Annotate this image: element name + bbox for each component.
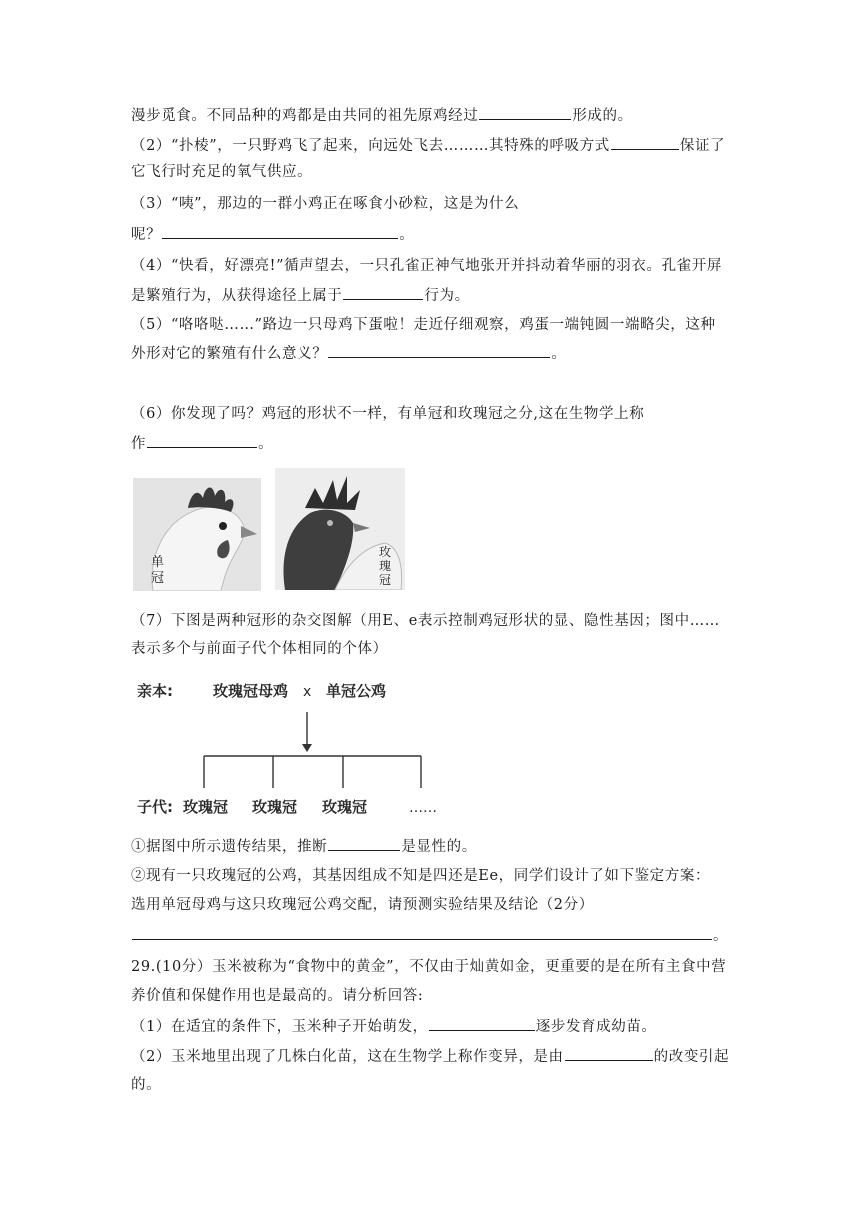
q3-text-before: 呢？ bbox=[131, 227, 162, 243]
q6-line1: （6）你发现了吗？鸡冠的形状不一样，有单冠和玫瑰冠之分,这在生物学上称 bbox=[131, 406, 645, 422]
rose-comb-rooster-image bbox=[275, 468, 405, 590]
q29-1-text-before: （1）在适宜的条件下，玉米种子开始萌发， bbox=[131, 1019, 428, 1035]
q6-text-before: 作 bbox=[131, 436, 147, 452]
q29-2-text-before: （2）玉米地里出现了几株白化苗，这在生物学上称作变异，是由 bbox=[131, 1049, 564, 1065]
q1-tail-line bbox=[131, 105, 633, 126]
q6-answer-blank[interactable] bbox=[147, 433, 257, 448]
q29-2-line2: 的。 bbox=[131, 1077, 162, 1093]
single-comb-rooster-photo bbox=[133, 478, 261, 591]
q29-line1: 29.(10分）玉米被称为“食物中的黄金”，不仅由于灿黄如金，更重要的是在所有主食中营 bbox=[131, 959, 727, 975]
q7-line2: 表示多个与前面子代个体相同的个体） bbox=[131, 641, 388, 657]
sub2-text-after: 。 bbox=[713, 928, 729, 944]
father-label: 单冠公鸡 bbox=[326, 682, 387, 700]
q1-text-after: 形成的。 bbox=[572, 108, 633, 124]
sub1-text-after: 是显性的。 bbox=[401, 839, 477, 855]
q7-line1: （7）下图是两种冠形的杂交图解（用E、e表示控制鸡冠形状的显、隐性基因；图中…… bbox=[131, 613, 720, 629]
q5-text-before: 外形对它的繁殖有什么意义？ bbox=[131, 346, 328, 362]
q29-1-line bbox=[131, 1016, 657, 1037]
q5-answer-blank[interactable] bbox=[328, 343, 550, 358]
photo-label-rose-2: 瑰 bbox=[379, 559, 392, 573]
q6-line2 bbox=[131, 433, 273, 454]
sub2-line2: 选用单冠母鸡与这只玫瑰冠公鸡交配，请预测实验结果及结论（2分） bbox=[131, 897, 594, 913]
offspring-2: 玫瑰冠 bbox=[252, 798, 298, 816]
q5-text-after: 。 bbox=[551, 346, 567, 362]
parent-label: 亲本: bbox=[137, 682, 173, 700]
q29-1-answer-blank[interactable] bbox=[429, 1016, 535, 1031]
q5-line1: （5）“咯咯哒……”路边一只母鸡下蛋啦！走近仔细观察，鸡蛋一端钝圆一端略尖，这种 bbox=[131, 317, 716, 333]
sub1-answer-blank[interactable] bbox=[328, 836, 400, 851]
q4-answer-blank[interactable] bbox=[343, 285, 423, 300]
q2-line2: 它飞行时充足的氧气供应。 bbox=[131, 164, 313, 180]
sub2-line3 bbox=[131, 925, 728, 946]
sub1-text-before: ①据图中所示遗传结果，推断 bbox=[131, 839, 328, 855]
rose-comb-rooster-photo bbox=[275, 468, 405, 590]
q3-text-after: 。 bbox=[399, 227, 415, 243]
sub2-line1: ②现有一只玫瑰冠的公鸡，其基因组成不知是四还是Ee，同学们设计了如下鉴定方案： bbox=[131, 868, 711, 884]
q1-answer-blank[interactable] bbox=[479, 105, 571, 120]
q3-line2 bbox=[131, 224, 414, 245]
cross-diagram bbox=[131, 672, 451, 822]
offspring-label: 子代: bbox=[137, 798, 173, 816]
q29-2-line1 bbox=[131, 1046, 729, 1067]
offspring-1: 玫瑰冠 bbox=[183, 798, 229, 816]
q4-line2 bbox=[131, 285, 470, 306]
photo-label-rose-3: 冠 bbox=[379, 573, 392, 587]
offspring-3: 玫瑰冠 bbox=[322, 798, 368, 816]
q3-line1: （3）“咦”，那边的一群小鸡正在啄食小砂粒，这是为什么 bbox=[131, 196, 520, 212]
cross-arrow-head bbox=[302, 744, 312, 752]
sub2-answer-blank[interactable] bbox=[132, 925, 712, 940]
photo-label-single-2: 冠 bbox=[151, 571, 165, 586]
q3-answer-blank[interactable] bbox=[162, 224, 398, 239]
photo-label-single-1: 单 bbox=[151, 555, 165, 570]
mother-label: 玫瑰冠母鸡 bbox=[213, 682, 289, 700]
q29-line2: 养价值和保健作用也是最高的。请分析回答: bbox=[131, 988, 424, 1004]
q6-text-after: 。 bbox=[258, 436, 274, 452]
q4-text-before: 是繁殖行为，从获得途径上属于 bbox=[131, 288, 343, 304]
single-comb-rooster-image bbox=[133, 478, 261, 591]
q5-line2 bbox=[131, 343, 566, 364]
q2-text-before: （2）“扑棱”，一只野鸡飞了起来，向远处飞去………其特殊的呼吸方式 bbox=[131, 138, 610, 154]
photo-label-rose-1: 玫 bbox=[379, 545, 392, 559]
q2-text-after: 保证了 bbox=[679, 138, 726, 154]
q1-text-before: 漫步觅食。不同品种的鸡都是由共同的祖先原鸡经过 bbox=[131, 108, 479, 124]
q4-line1: （4）“快看，好漂亮!”循声望去，一只孔雀正神气地张开并抖动着华丽的羽衣。孔雀开屏 bbox=[131, 258, 722, 274]
q2-line1 bbox=[131, 135, 725, 156]
offspring-ellipsis: …… bbox=[409, 800, 437, 816]
q29-2-answer-blank[interactable] bbox=[565, 1046, 653, 1061]
q2-answer-blank[interactable] bbox=[611, 135, 679, 150]
cross-sign: x bbox=[303, 684, 312, 700]
q4-text-after: 行为。 bbox=[424, 288, 470, 304]
q29-2-text-after: 的改变引起 bbox=[653, 1049, 730, 1065]
sub1-line bbox=[131, 836, 477, 857]
q29-1-text-after: 逐步发育成幼苗。 bbox=[535, 1019, 657, 1035]
